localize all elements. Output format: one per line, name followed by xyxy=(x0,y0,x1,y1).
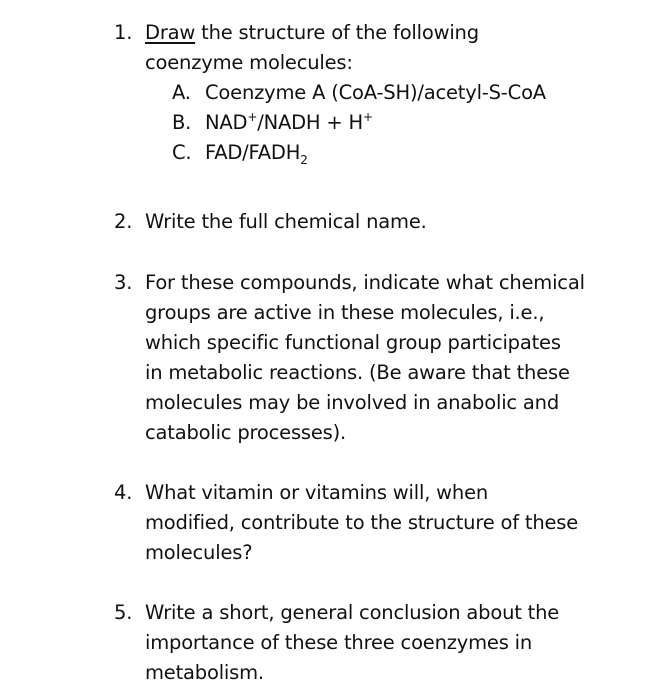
question-3-line-1: For these compounds, indicate what chemical xyxy=(145,271,585,294)
question-1-line-1 xyxy=(145,18,479,48)
question-4-line-1: What vitamin or vitamins will, when xyxy=(145,481,489,504)
subitem-b-sup-a: + xyxy=(247,110,258,124)
subitem-a-letter: A. xyxy=(172,81,191,104)
question-5-line-3: metabolism. xyxy=(145,661,264,684)
question-4-line-2: modified, contribute to the structure of these xyxy=(145,511,579,534)
subitem-a xyxy=(172,78,546,108)
subitem-b-text-b: /NADH + H xyxy=(257,111,363,134)
subitem-b-letter: B. xyxy=(172,111,192,134)
question-3-line-6: catabolic processes). xyxy=(145,421,347,444)
question-3-line-2: groups are active in these molecules, i.e., xyxy=(145,301,545,324)
question-1-line-2: coenzyme molecules: xyxy=(145,51,353,74)
question-5-number: 5. xyxy=(114,601,133,624)
question-3-line-4: in metabolic reactions. (Be aware that these xyxy=(145,361,570,384)
subitem-b-text-a: NAD xyxy=(205,111,248,134)
question-3-number: 3. xyxy=(114,271,133,294)
question-2-number: 2. xyxy=(114,210,133,233)
question-5-line-1: Write a short, general conclusion about the xyxy=(145,601,560,624)
question-5-line-2: importance of these three coenzymes in xyxy=(145,631,533,654)
question-3-line-3: which specific functional group participates xyxy=(145,331,561,354)
question-1-subitems xyxy=(172,78,546,168)
question-3-line-5: molecules may be involved in anabolic and xyxy=(145,391,560,414)
question-4-number: 4. xyxy=(114,481,133,504)
subitem-a-text: Coenzyme A (CoA-SH)/acetyl-S-CoA xyxy=(205,81,546,104)
question-1-lead-rest: the structure of the following xyxy=(195,21,479,44)
subitem-c-letter: C. xyxy=(172,141,192,164)
subitem-b-sup-b: + xyxy=(362,110,373,124)
question-1-emphasis: Draw xyxy=(145,21,196,44)
subitem-c-sub-a: 2 xyxy=(300,153,308,167)
subitem-c xyxy=(172,138,546,168)
question-1-number: 1. xyxy=(114,21,133,44)
subitem-c-text-a: FAD/FADH xyxy=(205,141,301,164)
question-2-line-1: Write the full chemical name. xyxy=(145,210,427,233)
subitem-b xyxy=(172,108,546,138)
question-4-line-3: molecules? xyxy=(145,541,253,564)
